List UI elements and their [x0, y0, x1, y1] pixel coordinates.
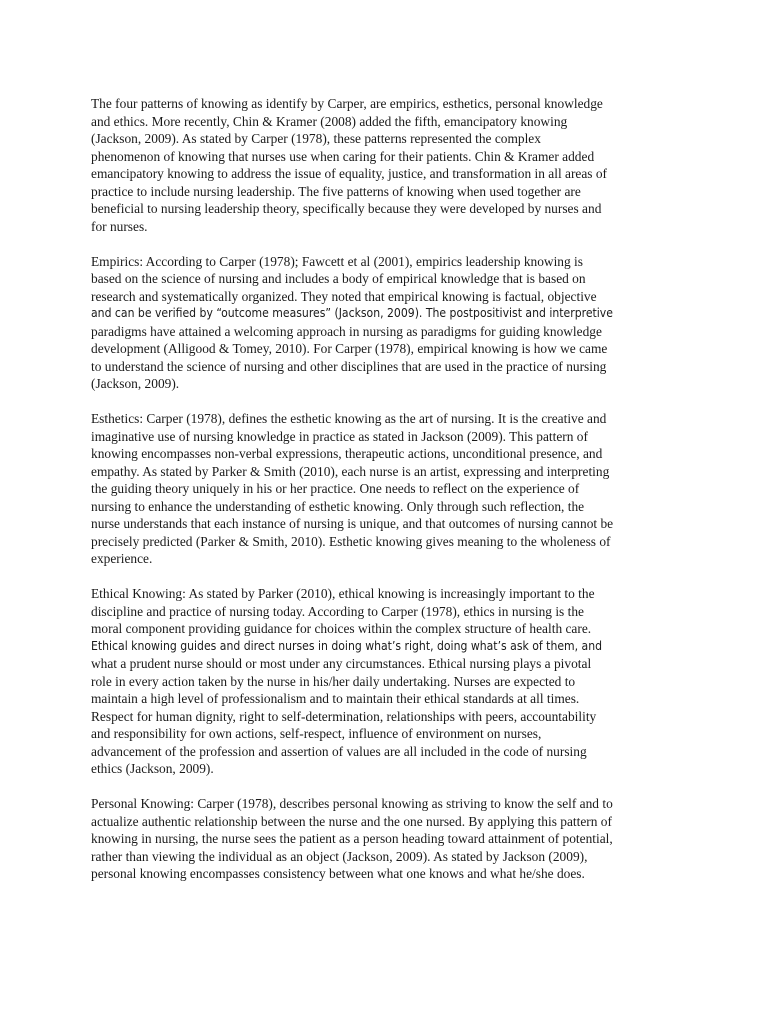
paragraph-line: and ethics. More recently, Chin & Kramer (2008) added the fifth, emancipatory knowing [91, 113, 568, 129]
document-body [91, 95, 681, 900]
paragraph-line: to understand the science of nursing and other disciplines that are used in the practice of nursing [91, 358, 607, 374]
paragraph-line: knowing in nursing, the nurse sees the patient as a person heading toward attainment of potential, [91, 831, 613, 846]
paragraph-line: (Jackson, 2009). As stated by Carper (1978), these patterns represented the complex [91, 131, 541, 146]
paragraph-line: Ethical Knowing: As stated by Parker (2010), ethical knowing is increasingly important to the [91, 586, 595, 601]
paragraph-line: (Jackson, 2009). [91, 376, 180, 391]
paragraph-line: knowing encompasses non-verbal expressions, therapeutic actions, unconditional presence, and [91, 446, 603, 461]
paragraph-line: moral component providing guidance for choices within the complex structure of health care. [91, 621, 592, 636]
paragraph-line: research and systematically organized. They noted that empirical knowing is factual, objective [91, 288, 597, 304]
paragraph-line: development (Alligood & Tomey, 2010). For Carper (1978), empirical knowing is how we came [91, 341, 608, 356]
paragraph-line: personal knowing encompasses consistency between what one knows and what he/she does. [91, 866, 585, 881]
paragraph-personal-knowing [91, 795, 681, 883]
paragraph-line: Ethical knowing guides and direct nurses in doing what’s right, doing what’s ask of them, and [91, 638, 603, 653]
paragraph-line: imaginative use of nursing knowledge in practice as stated in Jackson (2009). This pattern of [91, 428, 588, 444]
paragraph-line: and can be verified by “outcome measures” (Jackson, 2009). The postpositivist and interpretive [91, 306, 613, 320]
paragraph-line: maintain a high level of professionalism and to maintain their ethical standards at all times. [91, 691, 580, 706]
paragraph-line: practice to include nursing leadership. The five patterns of knowing when used together are [91, 183, 581, 199]
paragraph-line: the guiding theory uniquely in his or her practice. One needs to reflect on the experience of [91, 481, 580, 496]
paragraph-line: nursing to enhance the understanding of esthetic knowing. Only through such reflection, the [91, 498, 585, 514]
paragraph-line: actualize authentic relationship between the nurse and the one nursed. By applying this pattern of [91, 813, 612, 829]
paragraph-empirics [91, 253, 681, 393]
paragraph-intro [91, 95, 681, 235]
paragraph-line: Respect for human dignity, right to self-determination, relationships with peers, accountability [91, 708, 597, 724]
paragraph-line: Empirics: According to Carper (1978); Fawcett et al (2001), empirics leadership knowing is [91, 253, 583, 269]
paragraph-line: ethics (Jackson, 2009). [91, 761, 214, 776]
paragraph-line: The four patterns of knowing as identify by Carper, are empirics, esthetics, personal knowledge [91, 96, 603, 111]
paragraph-line: experience. [91, 551, 153, 566]
paragraph-line: discipline and practice of nursing today. According to Carper (1978), ethics in nursing is the [91, 603, 584, 619]
paragraph-line: and responsibility for own actions, self-respect, influence of environment on nurses, [91, 726, 542, 741]
paragraph-line: what a prudent nurse should or most under any circumstances. Ethical nursing plays a pivotal [91, 656, 592, 671]
paragraph-line: Esthetics: Carper (1978), defines the esthetic knowing as the art of nursing. It is the creative and [91, 411, 607, 426]
paragraph-ethical-knowing [91, 585, 681, 778]
paragraph-line: empathy. As stated by Parker & Smith (2010), each nurse is an artist, expressing and interpreting [91, 463, 610, 479]
paragraph-line: role in every action taken by the nurse in his/her daily undertaking. Nurses are expected to [91, 673, 576, 689]
paragraph-line: based on the science of nursing and includes a body of empirical knowledge that is based on [91, 271, 586, 286]
paragraph-line: for nurses. [91, 218, 148, 234]
paragraph-line: rather than viewing the individual as an object (Jackson, 2009). As stated by Jackson (2009), [91, 848, 588, 864]
paragraph-line: precisely predicted (Parker & Smith, 2010). Esthetic knowing gives meaning to the wholeness of [91, 533, 611, 549]
paragraph-line: phenomenon of knowing that nurses use when caring for their patients. Chin & Kramer added [91, 148, 595, 164]
paragraph-line: Personal Knowing: Carper (1978), describes personal knowing as striving to know the self and to [91, 796, 613, 811]
paragraph-line: advancement of the profession and assertion of values are all included in the code of nursing [91, 743, 587, 759]
paragraph-line: nurse understands that each instance of nursing is unique, and that outcomes of nursing cannot be [91, 516, 614, 531]
paragraph-line: beneficial to nursing leadership theory, specifically because they were developed by nurses and [91, 201, 602, 216]
paragraph-line: emancipatory knowing to address the issue of equality, justice, and transformation in all areas of [91, 166, 608, 181]
paragraph-esthetics [91, 410, 681, 568]
paragraph-line: paradigms have attained a welcoming approach in nursing as paradigms for guiding knowledge [91, 323, 602, 339]
